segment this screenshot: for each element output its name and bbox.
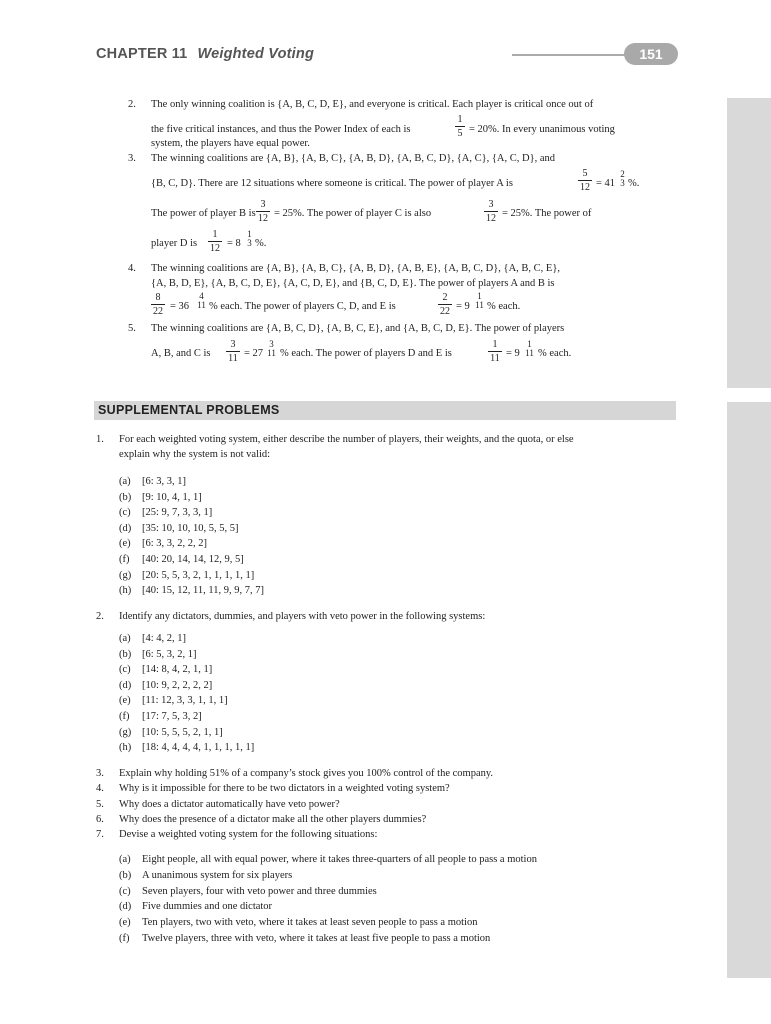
list-item-label: (f) [119, 933, 130, 944]
list-item: [35: 10, 10, 10, 5, 5, 5] [142, 522, 239, 534]
list-item: [6: 5, 3, 2, 1] [142, 648, 197, 660]
mixed-fraction: 1 11 [525, 339, 534, 358]
chapter-number: CHAPTER 11 [96, 46, 188, 62]
solution-number: 5. [128, 323, 136, 334]
problem-number: 7. [96, 829, 104, 840]
list-item-label: (e) [119, 538, 131, 550]
solution-text: The winning coalitions are {A, B}, {A, B, C}, {A, B, D}, {A, B, E}, {A, B, C, D}, {A, B, C, E}, [151, 263, 561, 274]
problem-text: For each weighted voting system, either describe the number of players, their weights, and the quota, or else [119, 434, 574, 445]
problem-text: Why is it impossible for there to be two dictators in a weighted voting system? [119, 783, 450, 794]
problem-number: 5. [96, 799, 104, 810]
list-item: [20: 5, 5, 3, 2, 1, 1, 1, 1, 1] [142, 569, 255, 581]
list-item-label: (a) [119, 854, 131, 865]
chapter-title: Weighted Voting [197, 46, 315, 62]
problem-number: 2. [96, 611, 104, 622]
math-value: = 41 [596, 178, 616, 189]
fraction: 3 12 [258, 199, 268, 224]
page-number: 151 [624, 43, 678, 65]
mixed-fraction: 1 3 [247, 229, 252, 248]
solution-text: system, the players have equal power. [151, 138, 310, 149]
problem-number: 6. [96, 814, 104, 825]
list-item-label: (a) [119, 476, 131, 487]
list-item: [6: 3, 3, 1] [142, 476, 187, 487]
list-item-label: (b) [119, 491, 132, 503]
margin-bar-top [727, 98, 771, 388]
list-item-label: (f) [119, 554, 130, 565]
problem-number: 4. [96, 783, 104, 794]
list-item-label: (f) [119, 711, 130, 722]
chapter-header [96, 46, 314, 62]
list-item: [17: 7, 5, 3, 2] [142, 711, 202, 722]
solution-number: 4. [128, 263, 136, 274]
list-item-label: (g) [119, 726, 132, 738]
math-value: = 8 [227, 238, 241, 249]
solution-text: % each. The power of players C, D, and E is [209, 301, 396, 312]
list-item-label: (d) [119, 522, 132, 534]
mixed-fraction: 4 11 [197, 291, 206, 310]
solution-text: The power of player B is [151, 208, 256, 219]
fraction: 1 5 [455, 114, 465, 139]
section-heading: SUPPLEMENTAL PROBLEMS [94, 401, 676, 420]
solution-text: {B, C, D}. There are 12 situations where someone is critical. The power of player A is [151, 178, 513, 189]
math-value: %. [255, 238, 267, 249]
solution-text: The winning coalitions are {A, B}, {A, B, C}, {A, B, D}, {A, B, C, D}, {A, C}, {A, C, D}, and [151, 153, 556, 164]
list-item: Twelve players, three with veto, where it takes at least five people to pass a motion [142, 933, 491, 944]
list-item: A unanimous system for six players [142, 869, 293, 881]
math-value: = 9 [456, 301, 470, 312]
solution-number: 3. [128, 153, 136, 164]
list-item-label: (b) [119, 869, 132, 881]
list-item: [40: 20, 14, 14, 12, 9, 5] [142, 554, 244, 565]
list-item-label: (c) [119, 885, 131, 897]
math-value: = 27 [244, 348, 264, 359]
fraction: 2 22 [440, 292, 450, 317]
problem-text: explain why the system is not valid: [119, 449, 271, 460]
fraction: 1 12 [210, 229, 220, 254]
list-item-label: (h) [119, 585, 132, 597]
problem-number: 3. [96, 768, 104, 779]
list-item-label: (g) [119, 569, 132, 581]
margin-bar-bottom [727, 402, 771, 978]
math-value: = 9 [506, 348, 520, 359]
solution-text: player D is [151, 238, 198, 249]
header-rule [512, 54, 632, 56]
list-item: [40: 15, 12, 11, 11, 9, 9, 7, 7] [142, 585, 265, 597]
list-item-label: (d) [119, 901, 132, 913]
solution-text: A, B, and C is [151, 348, 211, 359]
list-item: [25: 9, 7, 3, 3, 1] [142, 507, 213, 519]
list-item-label: (e) [119, 917, 131, 929]
solution-text: = 20%. In every unanimous voting [469, 124, 615, 135]
list-item-label: (a) [119, 633, 131, 644]
problem-text: Why does the presence of a dictator make all the other players dummies? [119, 814, 427, 825]
list-item-label: (h) [119, 742, 132, 754]
solution-text: = 25%. The power of [502, 208, 592, 219]
fraction: 3 12 [486, 199, 496, 224]
mixed-fraction: 3 11 [267, 339, 276, 358]
list-item: Eight people, all with equal power, where it takes three-quarters of all people to pass a motion [142, 854, 537, 865]
list-item-label: (b) [119, 648, 132, 660]
list-item: Ten players, two with veto, where it takes at least seven people to pass a motion [142, 917, 478, 929]
solution-text: % each. The power of players D and E is [280, 348, 452, 359]
list-item: [18: 4, 4, 4, 4, 1, 1, 1, 1, 1] [142, 742, 255, 754]
list-item-label: (d) [119, 679, 132, 691]
fraction: 1 11 [488, 339, 502, 364]
solution-text: {A, B, D, E}, {A, B, C, D, E}, {A, C, D, E}, and {B, C, D, E}. The power of players A and B is [151, 278, 555, 289]
solution-text: the five critical instances, and thus the Power Index of each is [151, 124, 411, 135]
list-item: [4: 4, 2, 1] [142, 633, 187, 644]
list-item: [6: 3, 3, 2, 2, 2] [142, 538, 208, 550]
math-value: = 36 [170, 301, 190, 312]
solution-number: 2. [128, 99, 136, 110]
fraction: 8 22 [153, 292, 163, 317]
problem-text: Devise a weighted voting system for the following situations: [119, 829, 378, 840]
problem-number: 1. [96, 434, 104, 445]
mixed-fraction: 1 11 [475, 291, 484, 310]
mixed-fraction: 2 3 [620, 169, 625, 188]
problem-text: Why does a dictator automatically have veto power? [119, 799, 340, 810]
solution-text: % each. [487, 301, 521, 312]
list-item-label: (e) [119, 695, 131, 707]
list-item: [11: 12, 3, 3, 1, 1, 1] [142, 695, 228, 707]
list-item: [14: 8, 4, 2, 1, 1] [142, 664, 213, 676]
solution-text: % each. [538, 348, 572, 359]
fraction: 3 11 [226, 339, 240, 364]
list-item-label: (c) [119, 507, 131, 519]
fraction: 5 12 [580, 168, 590, 193]
list-item: [10: 9, 2, 2, 2, 2] [142, 679, 213, 691]
problem-text: Identify any dictators, dummies, and players with veto power in the following systems: [119, 611, 486, 622]
list-item: Five dummies and one dictator [142, 901, 273, 913]
math-value: %. [628, 178, 640, 189]
solution-text: = 25%. The power of player C is also [274, 208, 432, 219]
solution-text: The only winning coalition is {A, B, C, D, E}, and everyone is critical. Each player is critical once out of [151, 99, 594, 110]
list-item: [10: 5, 5, 5, 2, 1, 1] [142, 726, 223, 738]
solution-text: The winning coalitions are {A, B, C, D}, {A, B, C, E}, and {A, B, C, D, E}. The power of players [151, 323, 565, 334]
list-item: [9: 10, 4, 1, 1] [142, 491, 202, 503]
problem-text: Explain why holding 51% of a company’s stock gives you 100% control of the company. [119, 768, 494, 779]
list-item-label: (c) [119, 664, 131, 676]
list-item: Seven players, four with veto power and three dummies [142, 885, 377, 897]
